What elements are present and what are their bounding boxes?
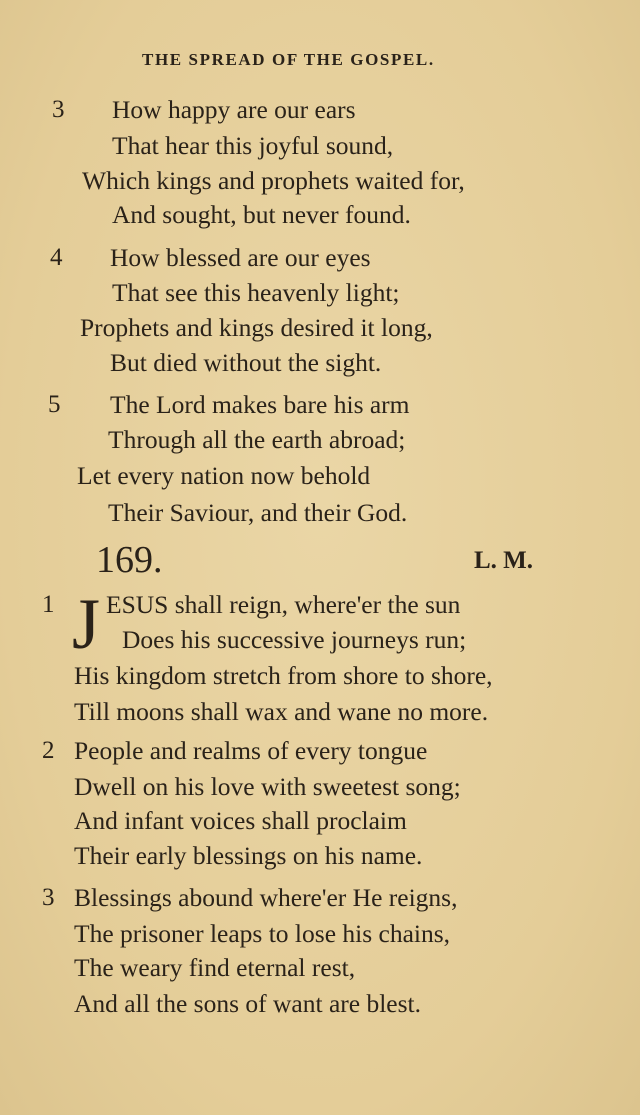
verse-line: Their Saviour, and their God. xyxy=(108,498,408,527)
verse-line: Blessings abound where'er He reigns, xyxy=(74,883,458,912)
verse-line: Through all the earth abroad; xyxy=(108,425,406,454)
verse-line: The weary find eternal rest, xyxy=(74,953,356,982)
verse-number: 4 xyxy=(50,244,63,271)
verse-line: The prisoner leaps to lose his chains, xyxy=(74,919,451,948)
verse-line: And all the sons of want are blest. xyxy=(74,989,422,1018)
verse-number: 3 xyxy=(52,96,65,123)
verse-line: That hear this joyful sound, xyxy=(112,131,394,160)
verse-line: How happy are our ears xyxy=(112,95,356,124)
hymn-meter: L. M. xyxy=(474,547,534,574)
verse-line: Let every nation now behold xyxy=(77,461,371,490)
running-header: THE SPREAD OF THE GOSPEL. xyxy=(142,50,435,69)
verse-line: And infant voices shall proclaim xyxy=(74,806,407,835)
verse-line: And sought, but never found. xyxy=(112,200,411,229)
verse-line: The Lord makes bare his arm xyxy=(110,390,410,419)
verse-line: But died without the sight. xyxy=(110,348,382,377)
verse-number: 5 xyxy=(48,391,61,418)
drop-cap: J xyxy=(72,584,101,664)
verse-line: Dwell on his love with sweetest song; xyxy=(74,772,461,801)
verse-line: Does his successive journeys run; xyxy=(122,625,467,654)
verse-line: People and realms of every tongue xyxy=(74,736,428,765)
verse-line: Till moons shall wax and wane no more. xyxy=(74,697,489,726)
hymn-number: 169. xyxy=(96,539,163,581)
verse-line: Which kings and prophets waited for, xyxy=(82,166,465,195)
verse-line: Their early blessings on his name. xyxy=(74,841,423,870)
verse-number: 2 xyxy=(42,737,55,764)
verse-line: His kingdom stretch from shore to shore, xyxy=(74,661,493,690)
verse-number: 1 xyxy=(42,591,55,618)
verse-line: Prophets and kings desired it long, xyxy=(80,313,433,342)
verse-line: ESUS shall reign, where'er the sun xyxy=(106,590,461,619)
verse-line: How blessed are our eyes xyxy=(110,243,371,272)
verse-number: 3 xyxy=(42,884,55,911)
verse-line: That see this heavenly light; xyxy=(112,278,400,307)
